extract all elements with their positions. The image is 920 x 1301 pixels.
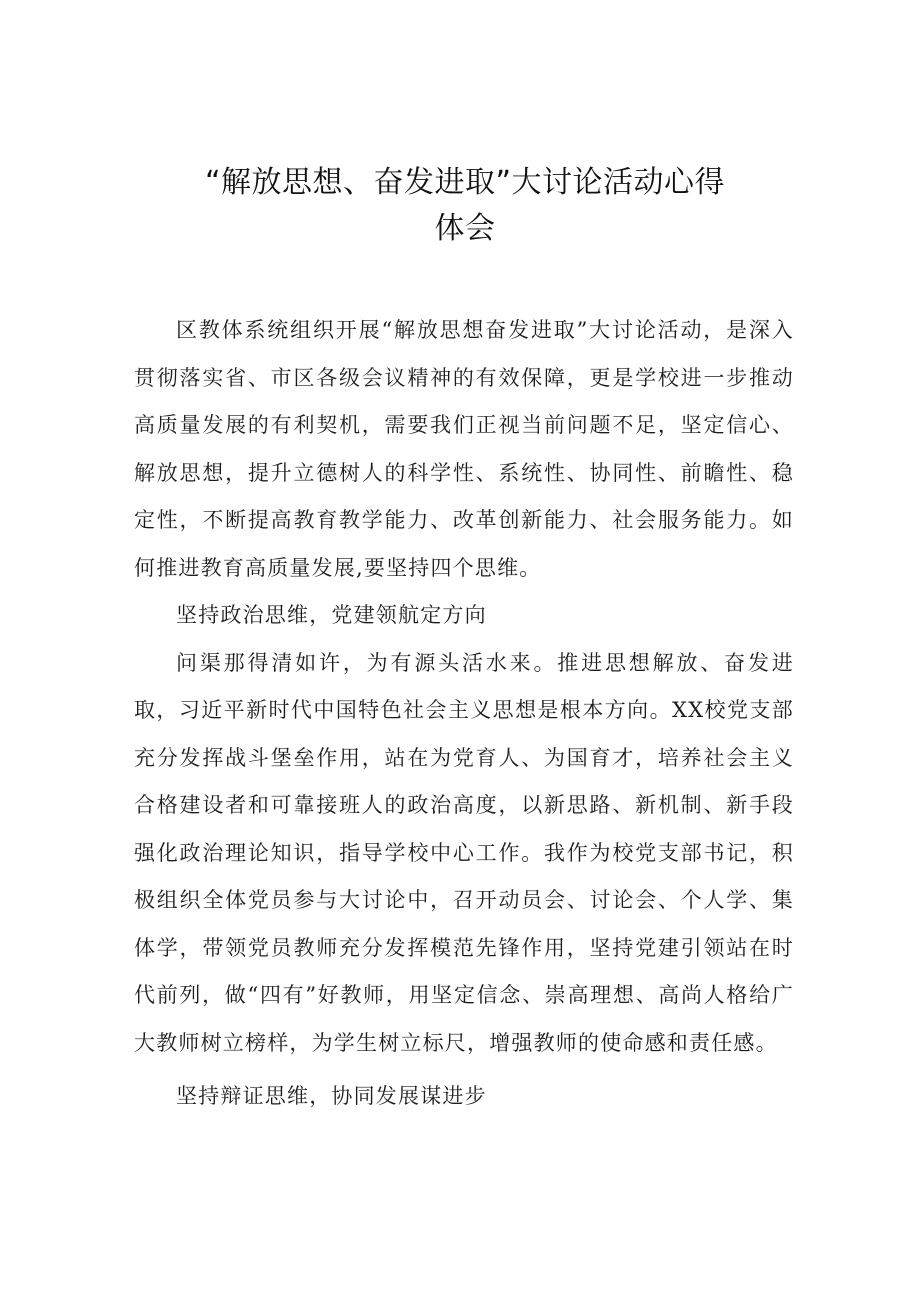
document-title — [120, 160, 810, 252]
political-paragraph: 问渠那得清如许，为有源头活水来。推进思想解放、奋发进取，习近平新时代中国特色社会主义思想是根本方向。XX校党支部充分发挥战斗堡垒作用，站在为党育人、为国育才，培养社会主义合格建设者和可靠接班人的政治高度，以新思路、新机制、新手段强化政治理论知识，指导学校中心工作。我作为校党支部书记，积极组织全体党员参与大讨论中，召开动员会、讨论会、个人学、集体学，带领党员教师充分发挥模范先锋作用，坚持党建引领站在时代前列，做“四有”好教师，用坚定信念、崇高理想、高尚人格给广大教师树立榜样，为学生树立标尺，增强教师的使命感和责任感。 — [134, 650, 794, 1055]
title-line-1: “解放思想、奋发进取”大讨论活动心得 — [204, 165, 726, 200]
section-heading-political: 坚持政治思维，党建领航定方向 — [176, 603, 487, 627]
title-line-2: 体会 — [434, 211, 496, 246]
document-body — [134, 307, 794, 1121]
intro-paragraph: 区教体系统组织开展“解放思想奋发进取”大讨论活动，是深入贯彻落实省、市区各级会议精神的有效保障，更是学校进一步推动高质量发展的有利契机，需要我们正视当前问题不足，坚定信心、解放思想，提升立德树人的科学性、系统性、协同性、前瞻性、稳定性，不断提高教育教学能力、改革创新能力、社会服务能力。如何推进教育高质量发展,要坚持四个思维。 — [134, 318, 794, 580]
section-heading-dialectical: 坚持辩证思维，协同发展谋进步 — [176, 1084, 487, 1108]
